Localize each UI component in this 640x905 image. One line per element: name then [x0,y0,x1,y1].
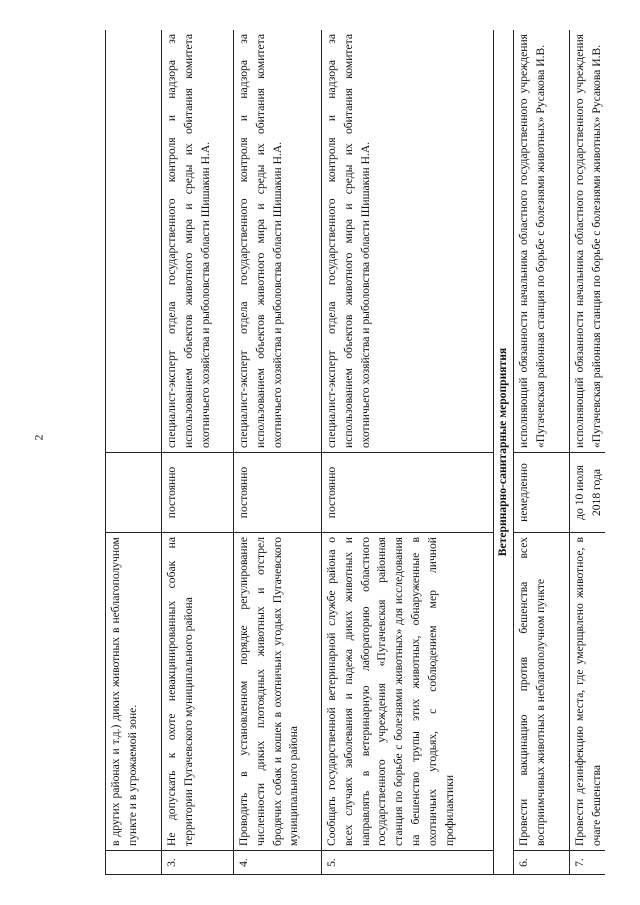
row-number [106,851,162,875]
row-number: 6. [513,851,569,875]
action-cell: Проводить в установленном порядке регулирование численности диких плотоядных животных и отстрел бродячих собак и кошек в охотничьих угодьях Пугачевского муниципального района [234,533,322,851]
table-row [513,30,569,875]
row-number: 7. [569,851,605,875]
rotated-page [105,30,605,875]
action-cell: Провести вакцинацию против бешенства всех восприимчивых животных в неблагополучном пункте [513,533,569,851]
rotated-content [105,30,605,875]
term-cell: немедленно [513,453,569,533]
action-cell: Провести дезинфекцию места, где умерщвлено животное, в очаге бешенства [569,533,605,851]
row-number: 4. [234,851,322,875]
table-row [569,30,605,875]
table-row [322,30,494,875]
responsible-cell: специалист-эксперт отдела государственного контроля и надзора за использованием объектов животного мира и среды их обитания комитета охотничьего хозяйства и рыболовства области Шишакин Н.А. [234,30,322,453]
term-cell: до 10 июля 2018 года [569,453,605,533]
responsible-cell: исполняющий обязанности начальника областного государственного учреждения «Пугачевская районная станция по борьбе с болезнями животных» Русакова И.В. [513,30,569,453]
action-cell: Не допускать к охоте невакцинированных собак на территории Пугачевского муниципального района [162,533,234,851]
responsible-cell [106,30,162,453]
term-cell: постоянно [162,453,234,533]
section-row [494,30,514,875]
measures-table [105,30,605,875]
term-cell: постоянно [322,453,494,533]
row-number: 3. [162,851,234,875]
section-title: Ветеринарно-санитарные мероприятия [494,30,514,875]
table-row [106,30,162,875]
page-number: 2 [31,434,46,441]
responsible-cell: специалист-эксперт отдела государственного контроля и надзора за использованием объектов животного мира и среды их обитания комитета охотничьего хозяйства и рыболовства области Шишакин Н.А. [162,30,234,453]
term-cell [106,453,162,533]
term-cell: постоянно [234,453,322,533]
table-row [162,30,234,875]
row-number: 5. [322,851,494,875]
table-row [234,30,322,875]
responsible-cell: исполняющий обязанности начальника областного государственного учреждения «Пугачевская районная станция по борьбе с болезнями животных» Русакова И.В. [569,30,605,453]
responsible-cell: специалист-эксперт отдела государственного контроля и надзора за использованием объектов животного мира и среды их обитания комитета охотничьего хозяйства и рыболовства области Шишакин Н.А. [322,30,494,453]
action-cell: Сообщать государственной ветеринарной службе района о всех случаях заболевания и падежа диких животных и направлять в ветеринарную лабораторию областного государственного учреждения «Пугачевская районная станция по борьбе с болезнями животных» для исследования на бешенство трупы этих животных, обнаруженные в охотничьих угодьях, с соблюдением мер личной профилактики [322,533,494,851]
action-cell: в других районах и т.д.) диких животных в неблагополучном пункте и в угрожаемой зоне. [106,533,162,851]
